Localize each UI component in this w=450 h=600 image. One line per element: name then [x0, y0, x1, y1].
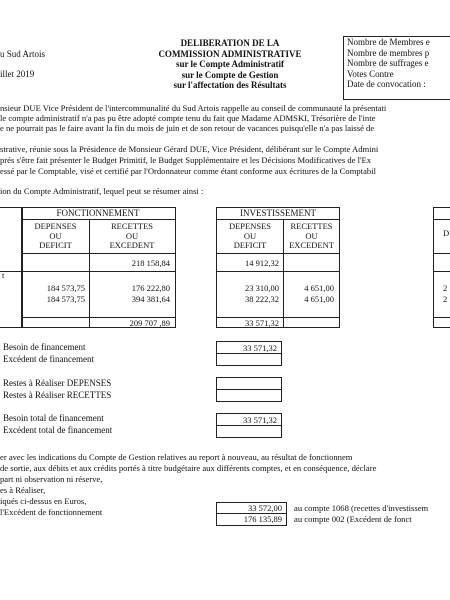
- excedent-total-label: Excédent total de financement: [3, 425, 113, 435]
- title-line-2: COMMISSION ADMINISTRATIVE: [158, 48, 302, 59]
- header-left: [0, 44, 45, 84]
- invest-row-3-recettes: 4 651,00: [304, 283, 334, 293]
- members-count-label: Nombre de Membres e: [347, 37, 430, 47]
- invest-row-6-depenses: 33 571,32: [245, 318, 279, 328]
- rar-recettes-box: [216, 389, 282, 402]
- summary-line: ion du Compte Administratif, lequel peut se résumer ainsi :: [0, 186, 204, 196]
- affect-002-box: [216, 513, 287, 526]
- fonct-recettes-h1: RECETTES: [110, 221, 154, 231]
- invest-recettes-h3: EXCEDENT: [289, 240, 334, 251]
- intro-line-2: le compte administratif n'a pas pu être adopté compte tenu du fait que Madame ADMSKI, Trésorière de l'inte: [0, 113, 376, 123]
- invest-row-4-depenses: 38 222,32: [245, 294, 279, 304]
- ensemble-row-3: 2: [443, 283, 448, 293]
- affect-002-label: au compte 002 (Excédent de fonct: [294, 514, 412, 524]
- fonct-depenses-h2: OU: [49, 230, 62, 241]
- vote-info-box: [343, 36, 450, 100]
- invest-depenses-header: [217, 222, 283, 251]
- ensemble-row-4: 2: [443, 294, 448, 304]
- invest-depenses-h1: DEPENSES: [228, 221, 272, 231]
- total-value: 33 571,32: [243, 415, 277, 425]
- invest-recettes-header: [284, 222, 339, 251]
- fonct-row-4-depenses: 184 573,75: [46, 294, 85, 304]
- affect-002-value: 176 135,89: [243, 514, 282, 524]
- invest-header-divider: [216, 253, 339, 254]
- investissement-title: INVESTISSEMENT: [240, 208, 316, 218]
- bottom-line-3: part ni observation ni réserve,: [0, 474, 103, 484]
- fonct-recettes-h3: EXCEDENT: [109, 240, 155, 251]
- invest-recettes-h2: OU: [305, 230, 318, 241]
- ensemble-table-partial: [433, 207, 450, 328]
- fonct-depenses-header: [22, 222, 89, 251]
- header-left-line-1: u Sud Artois: [0, 49, 46, 59]
- besoin-total-label: Besoin total de financement: [3, 413, 104, 423]
- intro-line-3: e ne pourrait pas le faire avant la fin du mois de juin et de son retour de vacances puisqu'elle n'a pas laissé de: [0, 123, 375, 133]
- fonct-row-1-recettes: 218 158,84: [131, 258, 170, 268]
- ensemble-header-divider: [433, 253, 450, 254]
- invest-depenses-h3: DEFICIT: [233, 240, 267, 251]
- members-present-label: Nombre de membres p: [347, 47, 430, 58]
- row-mark: t: [2, 270, 5, 280]
- fonct-row-3-depenses: 184 573,75: [46, 283, 85, 293]
- invest-row-3-depenses: 23 310,00: [245, 283, 279, 293]
- fonct-header-divider: [21, 253, 175, 254]
- title-line-3: sur le Compte Administratif: [175, 59, 285, 69]
- invest-title-divider: [216, 219, 339, 220]
- para2-line-3: essé par le Comptable, visé et certifié par l'Ordonnateur comme étant conforme aux écritures de la Comptabil: [0, 166, 376, 176]
- ensemble-row-divider-2: [433, 317, 450, 318]
- affect-1068-value: 33 572,00: [248, 503, 282, 513]
- besoin-value: 33 571,32: [243, 343, 277, 353]
- bottom-line-6: l'Excédent de fonctionnement: [0, 507, 103, 517]
- title-line-5: sur l'affectation des Résultats: [173, 80, 287, 90]
- fonct-row-divider-1: [21, 271, 175, 272]
- fonct-depenses-h1: DEPENSES: [34, 221, 77, 231]
- excedent-total-box: [216, 425, 282, 438]
- rar-depenses-label: Restes à Réaliser DEPENSES: [3, 378, 112, 388]
- fonct-row-3-recettes: 176 222,80: [131, 283, 170, 293]
- invest-recettes-h1: RECETTES: [290, 221, 333, 231]
- document-title: [105, 38, 355, 91]
- suffrages-label: Nombre de suffrages e: [347, 58, 429, 69]
- label-column-box: [0, 207, 23, 328]
- bottom-line-1: er avec les indications du Compte de Gestion relatives au report à nouveau, au résultat de fonctionnem: [0, 452, 353, 462]
- affect-1068-label: au compte 1068 (recettes d'investissem: [294, 503, 429, 513]
- bottom-line-5: iqués ci-dessus en Euros,: [0, 496, 87, 506]
- row-divider: [0, 271, 21, 272]
- fonct-row-4-recettes: 394 381,64: [131, 294, 170, 304]
- fonct-depenses-h3: DEFICIT: [39, 240, 72, 251]
- invest-row-1-depenses: 14 912,32: [245, 258, 279, 268]
- fonct-row-6-recettes: 209 707 ,89: [129, 318, 170, 328]
- invest-row-divider-1: [216, 271, 339, 272]
- fonctionnement-title: FONCTIONNEMENT: [56, 208, 140, 218]
- ensemble-header-letter: D: [443, 228, 450, 238]
- fonct-recettes-header: [90, 222, 174, 251]
- excedent-financement-label: Excédent de financement: [3, 354, 94, 364]
- ensemble-title-divider: [433, 219, 450, 220]
- rar-recettes-label: Restes à Réaliser RECETTES: [3, 390, 112, 400]
- fonct-title-divider: [21, 219, 175, 220]
- bottom-line-4: es à Réaliser,: [0, 485, 46, 495]
- votes-label: Votes Contre: [347, 68, 394, 79]
- title-line-4: sur le Compte de Gestion: [181, 69, 279, 80]
- invest-row-4-recettes: 4 651,00: [304, 294, 334, 304]
- para2-line-1: strative, réunie sous la Présidence de Monsieur Gérard DUE, Vice Président, délibérant sur le Compte Admini: [0, 144, 379, 154]
- para2-line-2: prés s'être fait présenter le Budget Primitif, le Budget Supplémentaire et les Décisions Modificatives de l'Ex: [0, 155, 372, 165]
- intro-line-1: nsieur DUE Vice Président de l'intercommunalité du Sud Artois rappelle au conseil de communauté la présentati: [0, 103, 387, 113]
- title-line-1: DELIBERATION DE LA: [180, 38, 280, 48]
- invest-depenses-h2: OU: [243, 230, 257, 241]
- header-left-line-2: illet 2019: [0, 69, 35, 79]
- bottom-line-2: de sortie, aux débits et aux crédits portés à titre budgétaire aux différents comptes, et en conséquence, déclare: [0, 463, 377, 473]
- besoin-financement-label: Besoin de financement: [3, 342, 86, 352]
- ensemble-row-divider-1: [433, 271, 450, 272]
- convocation-date-label: Date de convocation :: [347, 79, 426, 90]
- fonct-recettes-h2: OU: [125, 230, 139, 241]
- excedent-value-box: [216, 353, 282, 366]
